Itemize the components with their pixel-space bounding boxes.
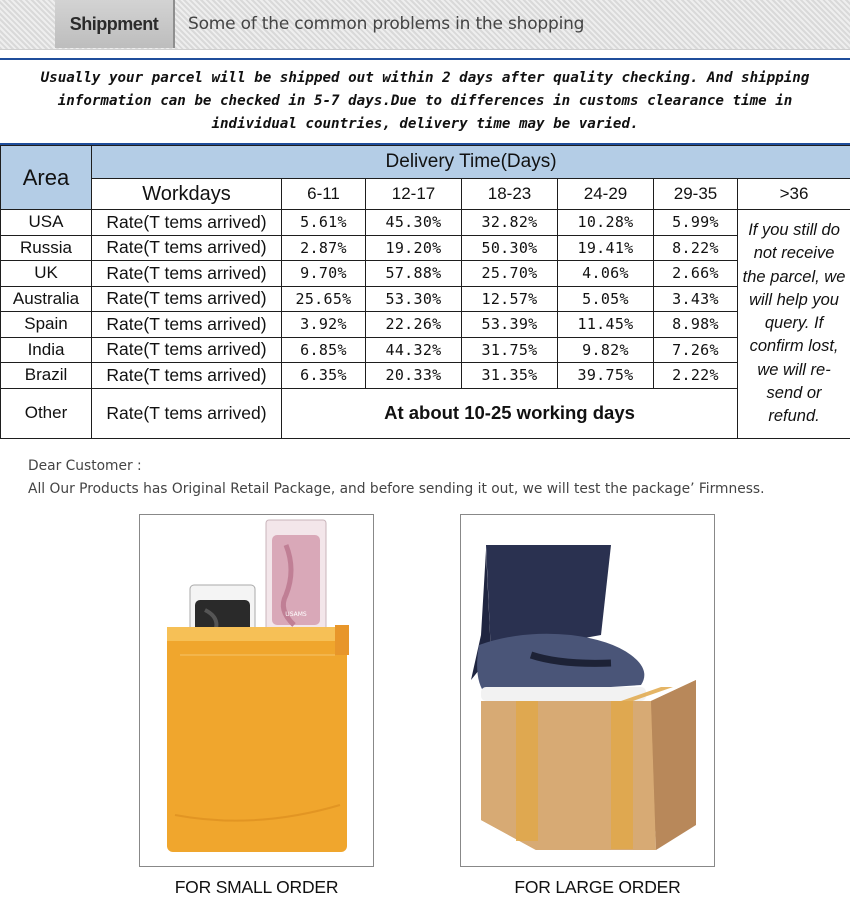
delivery-time-table [0, 145, 850, 439]
box-brand-label: USAMS [285, 611, 307, 618]
country-cell: UK [1, 261, 92, 287]
country-cell: Russia [1, 235, 92, 261]
small-order-caption: FOR SMALL ORDER [174, 877, 339, 897]
rate-label-cell: Rate(T tems arrived) [92, 337, 282, 363]
table-row [1, 286, 850, 312]
rate-label-cell: Rate(T tems arrived) [92, 388, 282, 438]
rate-value-cell: 9.70% [282, 261, 366, 287]
large-order-caption: FOR LARGE ORDER [514, 877, 681, 897]
table-row [1, 261, 850, 287]
column-header: 12-17 [366, 179, 462, 210]
rate-value-cell: 10.28% [558, 210, 654, 236]
table-row-other [1, 388, 850, 438]
lost-parcel-note: If you still do not receive the parcel, we will help you query. If confirm lost, we will re-send or refund. [738, 210, 850, 439]
rate-value-cell: 2.22% [654, 363, 738, 389]
large-order-photo [460, 514, 715, 867]
shipping-notice [0, 58, 850, 145]
country-cell: India [1, 337, 92, 363]
rate-value-cell: 3.92% [282, 312, 366, 338]
notice-line-1: Usually your parcel will be shipped out within 2 days after quality checking. And shipping [40, 70, 810, 86]
country-cell: Spain [1, 312, 92, 338]
rate-value-cell: 31.35% [462, 363, 558, 389]
rate-value-cell: 5.99% [654, 210, 738, 236]
rate-value-cell: 25.65% [282, 286, 366, 312]
rate-value-cell: 53.39% [462, 312, 558, 338]
other-delivery-text: At about 10-25 working days [282, 388, 738, 438]
rate-value-cell: 2.66% [654, 261, 738, 287]
rate-value-cell: 19.41% [558, 235, 654, 261]
rate-value-cell: 12.57% [462, 286, 558, 312]
rate-value-cell: 11.45% [558, 312, 654, 338]
customer-message [28, 455, 765, 501]
rate-label-cell: Rate(T tems arrived) [92, 363, 282, 389]
rate-value-cell: 5.05% [558, 286, 654, 312]
column-header: 6-11 [282, 179, 366, 210]
rate-label-cell: Rate(T tems arrived) [92, 312, 282, 338]
rate-value-cell: 6.85% [282, 337, 366, 363]
header-subtitle: Some of the common problems in the shopping [188, 14, 585, 34]
column-header: 29-35 [654, 179, 738, 210]
table-row [1, 210, 850, 236]
country-cell: Brazil [1, 363, 92, 389]
area-header: Area [1, 146, 92, 210]
rate-label-cell: Rate(T tems arrived) [92, 235, 282, 261]
rate-value-cell: 22.26% [366, 312, 462, 338]
shipment-tab[interactable]: Shippment [55, 0, 175, 48]
delivery-time-header: Delivery Time(Days) [92, 146, 850, 179]
rate-value-cell: 8.98% [654, 312, 738, 338]
rate-value-cell: 39.75% [558, 363, 654, 389]
rate-value-cell: 32.82% [462, 210, 558, 236]
rate-label-cell: Rate(T tems arrived) [92, 210, 282, 236]
column-header: >36 [738, 179, 850, 210]
rate-value-cell: 44.32% [366, 337, 462, 363]
workdays-header: Workdays [92, 179, 282, 210]
notice-line-2: information can be checked in 5-7 days.Due to differences in customs clearance time in [57, 93, 793, 109]
rate-value-cell: 3.43% [654, 286, 738, 312]
rate-value-cell: 57.88% [366, 261, 462, 287]
customer-body: All Our Products has Original Retail Package, and before sending it out, we will test the package’ Firmness. [28, 481, 765, 497]
rate-value-cell: 19.20% [366, 235, 462, 261]
rate-value-cell: 20.33% [366, 363, 462, 389]
notice-line-3: individual countries, delivery time may be varied. [211, 116, 639, 132]
notice-text [41, 67, 810, 136]
rate-value-cell: 25.70% [462, 261, 558, 287]
rate-value-cell: 31.75% [462, 337, 558, 363]
rate-value-cell: 53.30% [366, 286, 462, 312]
padded-envelope-illustration [140, 515, 374, 867]
country-cell: Australia [1, 286, 92, 312]
rate-value-cell: 7.26% [654, 337, 738, 363]
rate-value-cell: 2.87% [282, 235, 366, 261]
column-header: 24-29 [558, 179, 654, 210]
page-header [0, 0, 850, 50]
rate-value-cell: 6.35% [282, 363, 366, 389]
table-row [1, 337, 850, 363]
rate-value-cell: 45.30% [366, 210, 462, 236]
table-row [1, 363, 850, 389]
country-cell: Other [1, 388, 92, 438]
small-order-photo [139, 514, 374, 867]
rate-value-cell: 8.22% [654, 235, 738, 261]
rate-value-cell: 5.61% [282, 210, 366, 236]
rate-label-cell: Rate(T tems arrived) [92, 261, 282, 287]
table-row [1, 235, 850, 261]
rate-value-cell: 9.82% [558, 337, 654, 363]
rate-value-cell: 4.06% [558, 261, 654, 287]
rate-value-cell: 50.30% [462, 235, 558, 261]
box-with-shoe-illustration [461, 515, 715, 867]
customer-greeting: Dear Customer : [28, 458, 142, 474]
column-header: 18-23 [462, 179, 558, 210]
country-cell: USA [1, 210, 92, 236]
rate-label-cell: Rate(T tems arrived) [92, 286, 282, 312]
table-row [1, 312, 850, 338]
